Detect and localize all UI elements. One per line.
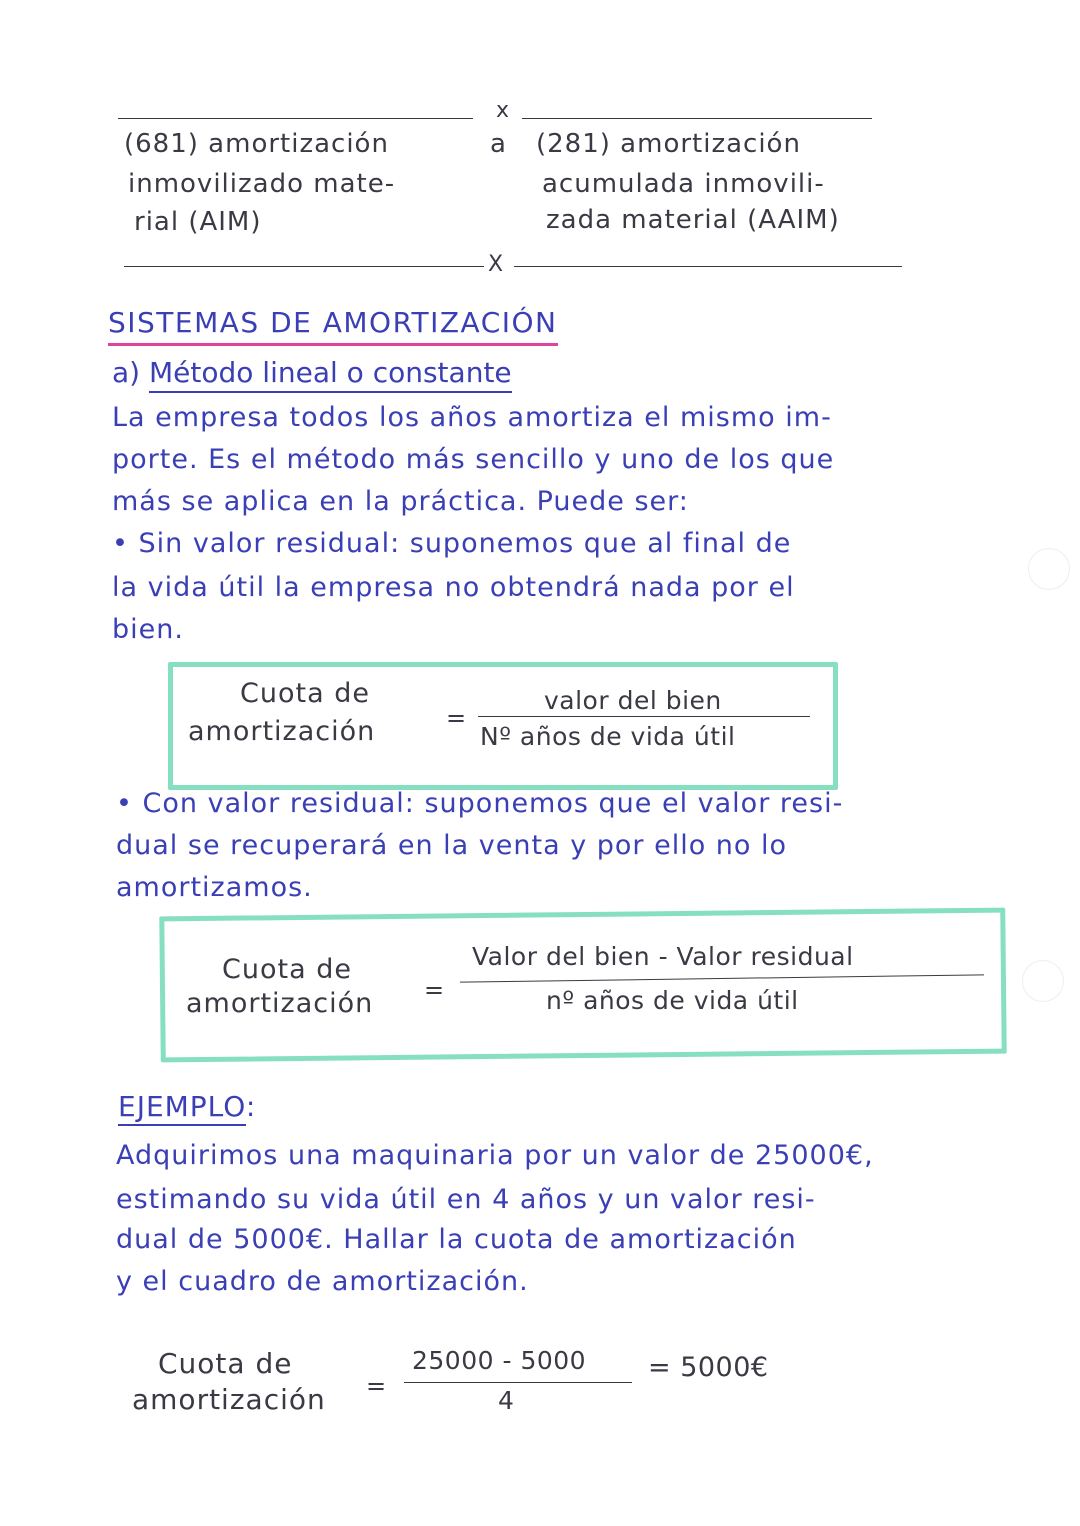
example-line-2: estimando su vida útil en 4 años y un valor resi- <box>116 1184 816 1215</box>
formula-1-equals: = <box>446 704 467 732</box>
formula-3-label-line-1: Cuota de <box>158 1347 293 1380</box>
formula-1-fraction-bar <box>478 716 810 717</box>
method-name: Método lineal o constante <box>149 356 512 393</box>
formula-1-label-line-1: Cuota de <box>240 678 370 709</box>
without-residual-bullet: • <box>112 528 129 559</box>
formula-3-numerator: 25000 - 5000 <box>412 1346 587 1375</box>
journal-bottom-rule-right <box>514 266 902 267</box>
without-residual-line-2: la vida útil la empresa no obtendrá nada por el <box>112 572 795 603</box>
binder-hole-mark-1 <box>1028 548 1070 590</box>
method-prefix: a) <box>112 356 141 389</box>
formula-3-denominator: 4 <box>498 1386 515 1415</box>
section-title: SISTEMAS DE AMORTIZACIÓN <box>108 306 558 346</box>
journal-bottom-rule-left <box>124 266 484 267</box>
method-description-line-2: porte. Es el método más sencillo y uno de los que <box>112 444 835 475</box>
formula-1-denominator: Nº años de vida útil <box>480 722 736 751</box>
method-description-line-1: La empresa todos los años amortiza el mismo im- <box>112 402 832 433</box>
without-residual-text-1: Sin valor residual: suponemos que al final de <box>138 528 792 559</box>
journal-debit-line-2: inmovilizado mate- <box>128 169 396 199</box>
formula-3-label-line-2: amortización <box>132 1383 326 1416</box>
binder-hole-mark-2 <box>1022 960 1064 1002</box>
formula-3-result: = 5000€ <box>648 1352 769 1383</box>
journal-connector: a <box>490 129 507 159</box>
formula-2-equals: = <box>424 976 445 1004</box>
formula-1-label-line-2: amortización <box>188 716 376 747</box>
journal-credit-line-2: acumulada inmovili- <box>542 169 825 199</box>
example-line-3: dual de 5000€. Hallar la cuota de amortización <box>116 1224 797 1255</box>
with-residual-text-1: Con valor residual: suponemos que el valor resi- <box>142 788 844 819</box>
example-line-4: y el cuadro de amortización. <box>116 1266 529 1297</box>
journal-debit-line-1: (681) amortización <box>124 129 389 159</box>
with-residual-line-3: amortizamos. <box>116 872 313 903</box>
formula-1-numerator: valor del bien <box>544 686 722 715</box>
with-residual-bullet: • <box>116 788 133 819</box>
example-heading <box>118 1090 256 1123</box>
journal-credit-line-3: zada material (AAIM) <box>546 205 840 235</box>
journal-top-rule-right <box>522 118 872 119</box>
example-line-1: Adquirimos una maquinaria por un valor de 25000€, <box>116 1140 874 1171</box>
journal-credit-line-1: (281) amortización <box>536 129 801 159</box>
formula-2-label-line-2: amortización <box>186 988 374 1019</box>
formula-3-equals: = <box>366 1372 387 1400</box>
example-heading-colon: : <box>245 1090 257 1123</box>
with-residual-line-1 <box>116 788 843 819</box>
journal-bottom-marker: X <box>488 252 504 277</box>
method-description-line-3: más se aplica en la práctica. Puede ser: <box>112 486 689 517</box>
journal-top-marker: x <box>496 98 510 123</box>
method-heading <box>112 356 512 389</box>
example-heading-text: EJEMPLO <box>118 1090 246 1126</box>
formula-2-denominator: nº años de vida útil <box>546 986 799 1015</box>
journal-top-rule-left <box>118 118 473 119</box>
with-residual-line-2: dual se recuperará en la venta y por ello no lo <box>116 830 788 861</box>
formula-3-fraction-bar <box>404 1382 632 1383</box>
formula-2-numerator: Valor del bien - Valor residual <box>472 942 854 971</box>
journal-debit-line-3: rial (AIM) <box>134 207 262 237</box>
without-residual-line-3: bien. <box>112 614 184 645</box>
formula-2-label-line-1: Cuota de <box>222 954 352 985</box>
without-residual-line-1 <box>112 528 791 559</box>
